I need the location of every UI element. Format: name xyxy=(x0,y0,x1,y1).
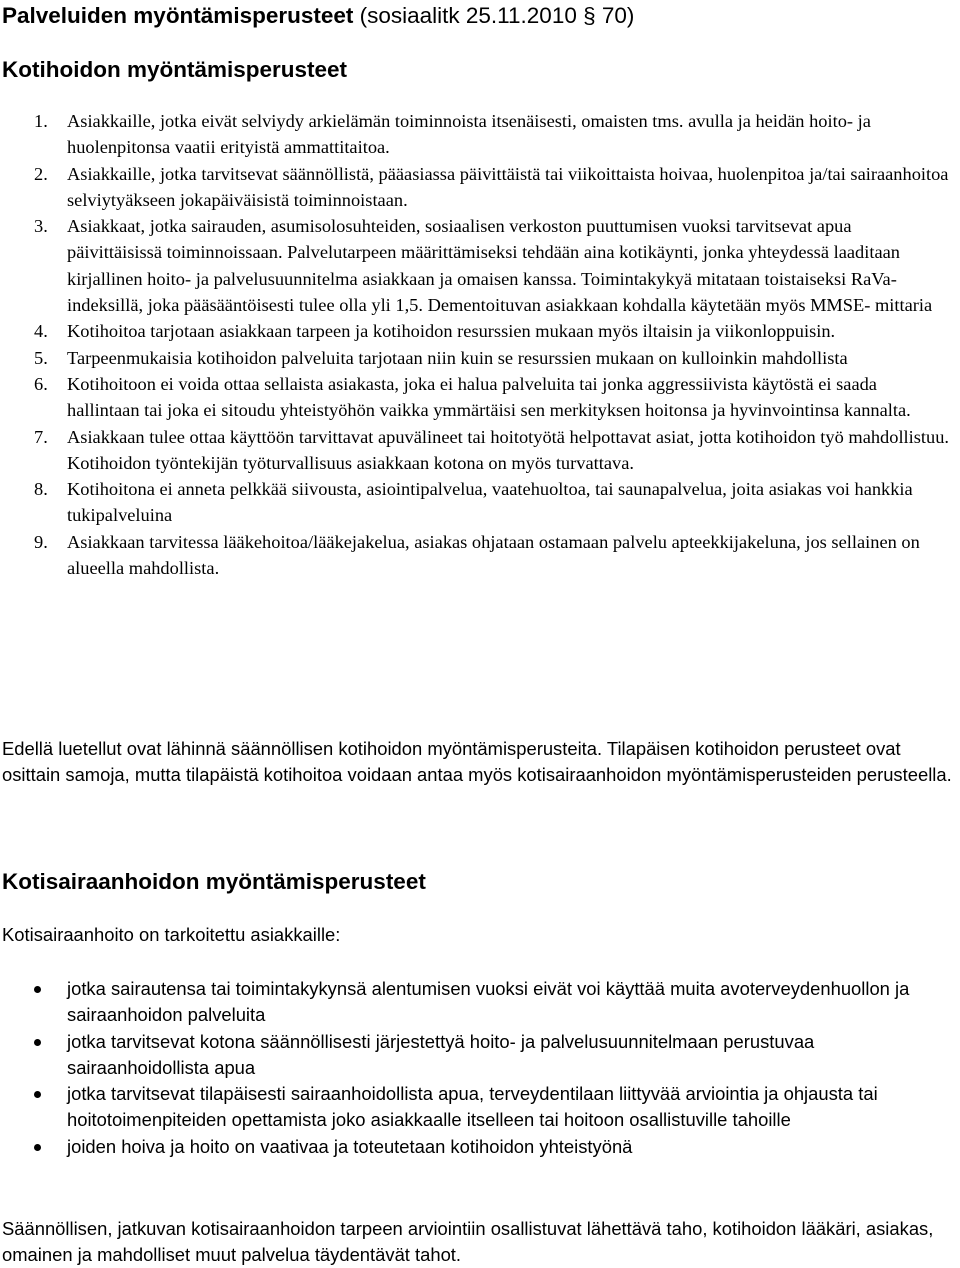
bullet-item xyxy=(0,1029,950,1082)
criteria-number: 8. xyxy=(34,479,48,500)
page-title xyxy=(2,0,958,32)
criteria-text: Kotihoitoa tarjotaan asiakkaan tarpeen ja kotihoidon resurssien mukaan myös iltaisin ja viikonloppuisin. xyxy=(67,321,836,342)
bullet-text: jotka tarvitsevat kotona säännöllisesti järjestettyä hoito- ja palvelusuunnitelmaan perustuvaa sairaanhoidollista apua xyxy=(67,1030,815,1078)
criteria-number: 9. xyxy=(34,531,48,552)
criteria-text: Tarpeenmukaisia kotihoidon palveluita tarjotaan niin kuin se resurssien mukaan on kulloinkin mahdollista xyxy=(67,347,848,368)
criteria-item xyxy=(0,213,950,318)
criteria-item xyxy=(0,371,950,424)
criteria-item xyxy=(0,161,950,214)
bullet-item xyxy=(0,1081,950,1134)
criteria-item xyxy=(0,108,950,161)
bullet-dot-icon xyxy=(34,986,41,993)
bullet-dot-icon xyxy=(34,1039,41,1046)
bullet-item xyxy=(0,976,950,1029)
home-nursing-bullet-list xyxy=(0,976,950,1160)
criteria-number: 3. xyxy=(34,216,48,237)
page-title-main: Palveluiden myöntämisperusteet xyxy=(2,3,354,28)
home-care-summary: Edellä luetellut ovat lähinnä säännöllisen kotihoidon myöntämisperusteita. Tilapäisen kotihoidon perusteet ovat osittain samoja, mutta tilapäistä kotihoitoa voidaan antaa myös kotisairaanhoidon myöntämisperusteiden perusteella. xyxy=(2,738,952,786)
criteria-text: Asiakkaan tulee ottaa käyttöön tarvittavat apuvälineet tai hoitotyötä helpottavat asiat, jotta kotihoidon työ mahdollistuu. Kotihoidon työntekijän työturvallisuus asiakkaan kotona on myös turvattava. xyxy=(67,426,950,473)
criteria-number: 2. xyxy=(34,163,48,184)
home-nursing-heading: Kotisairaanhoidon myöntämisperusteet xyxy=(2,869,426,894)
home-care-criteria-list xyxy=(0,108,950,581)
criteria-item xyxy=(0,424,950,477)
criteria-item xyxy=(0,318,950,344)
criteria-number: 1. xyxy=(34,111,48,131)
bullet-dot-icon xyxy=(34,1144,41,1151)
criteria-number: 7. xyxy=(34,426,48,447)
criteria-number: 6. xyxy=(34,373,48,394)
criteria-text: Kotihoitoon ei voida ottaa sellaista asiakasta, joka ei halua palveluita tai jonka aggressiivista käytöstä ei saada hallintaan tai joka ei sitoudu yhteistyöhön vaikka ymmärtäisi sen merkityksen hoitonsa ja hyvinvointinsa kannalta. xyxy=(67,373,911,421)
criteria-number: 4. xyxy=(34,321,48,342)
bullet-item xyxy=(0,1134,950,1160)
criteria-text: Asiakkaille, jotka tarvitsevat säännöllistä, pääasiassa päivittäistä tai viikoittaista hoivaa, huolenpitoa ja/tai sairaanhoitoa selviytyäkseen jokapäiväisistä toiminnoistaan. xyxy=(67,163,949,210)
home-nursing-intro: Kotisairaanhoito on tarkoitettu asiakkaille: xyxy=(2,924,341,945)
criteria-item xyxy=(0,476,950,529)
criteria-text: Asiakkaille, jotka eivät selviydy arkielämän toiminnoista itsenäisesti, omaisten tms. avulla ja heidän hoito- ja huolenpitonsa vaatii erityistä ammattitaitoa. xyxy=(67,111,871,158)
bullet-dot-icon xyxy=(34,1091,41,1098)
criteria-item xyxy=(0,529,950,582)
criteria-text: Kotihoitona ei anneta pelkkää siivousta, asiointipalvelua, vaatehuoltoa, tai saunapalvelua, joita asiakas voi hankkia tukipalveluina xyxy=(67,479,913,526)
home-nursing-closing: Säännöllisen, jatkuvan kotisairaanhoidon tarpeen arviointiin osallistuvat lähettävä taho, kotihoidon lääkäri, asiakas, omainen ja mahdolliset muut palvelua täydentävät tahot. xyxy=(2,1218,934,1266)
criteria-item xyxy=(0,345,950,371)
criteria-text: Asiakkaan tarvitessa lääkehoitoa/lääkejakelua, asiakas ohjataan ostamaan palvelu apteekkijakeluna, jos sellainen on alueella mahdollista. xyxy=(67,531,920,579)
bullet-text: jotka sairautensa tai toimintakykynsä alentumisen vuoksi eivät voi käyttää muita avoterveydenhuollon ja sairaanhoidon palveluita xyxy=(67,978,910,1026)
home-care-heading: Kotihoidon myöntämisperusteet xyxy=(2,57,348,82)
page-title-reference: (sosiaalitk 25.11.2010 § 70) xyxy=(353,3,635,28)
bullet-text: joiden hoiva ja hoito on vaativaa ja toteutetaan kotihoidon yhteistyönä xyxy=(67,1135,633,1157)
criteria-number: 5. xyxy=(34,347,48,368)
criteria-text: Asiakkaat, jotka sairauden, asumisolosuhteiden, sosiaalisen verkoston puuttumisen vuoksi tarvitsevat apua päivittäisissä toiminnoissaan. Palvelutarpeen määrittämiseksi tehdään aina kotikäynti, jonka yhteydessä laaditaan kirjallinen hoito- ja palvelusuunnitelma asiakkaan ja omaisen kanssa. Toimintakykyä mitataan toistaiseksi RaVa- indeksillä, joka pääsääntöisesti tulee olla yli 1,5. Dementoituvan asiakkaan kohdalla käytetään myös MMSE- mittaria xyxy=(67,216,933,316)
bullet-text: jotka tarvitsevat tilapäisesti sairaanhoidollista apua, terveydentilaan liittyvää arviointia ja ohjausta tai hoitotoimenpiteiden opettamista joko asiakkaalle itselleen tai hoitoon osallistuville tahoille xyxy=(67,1083,878,1131)
